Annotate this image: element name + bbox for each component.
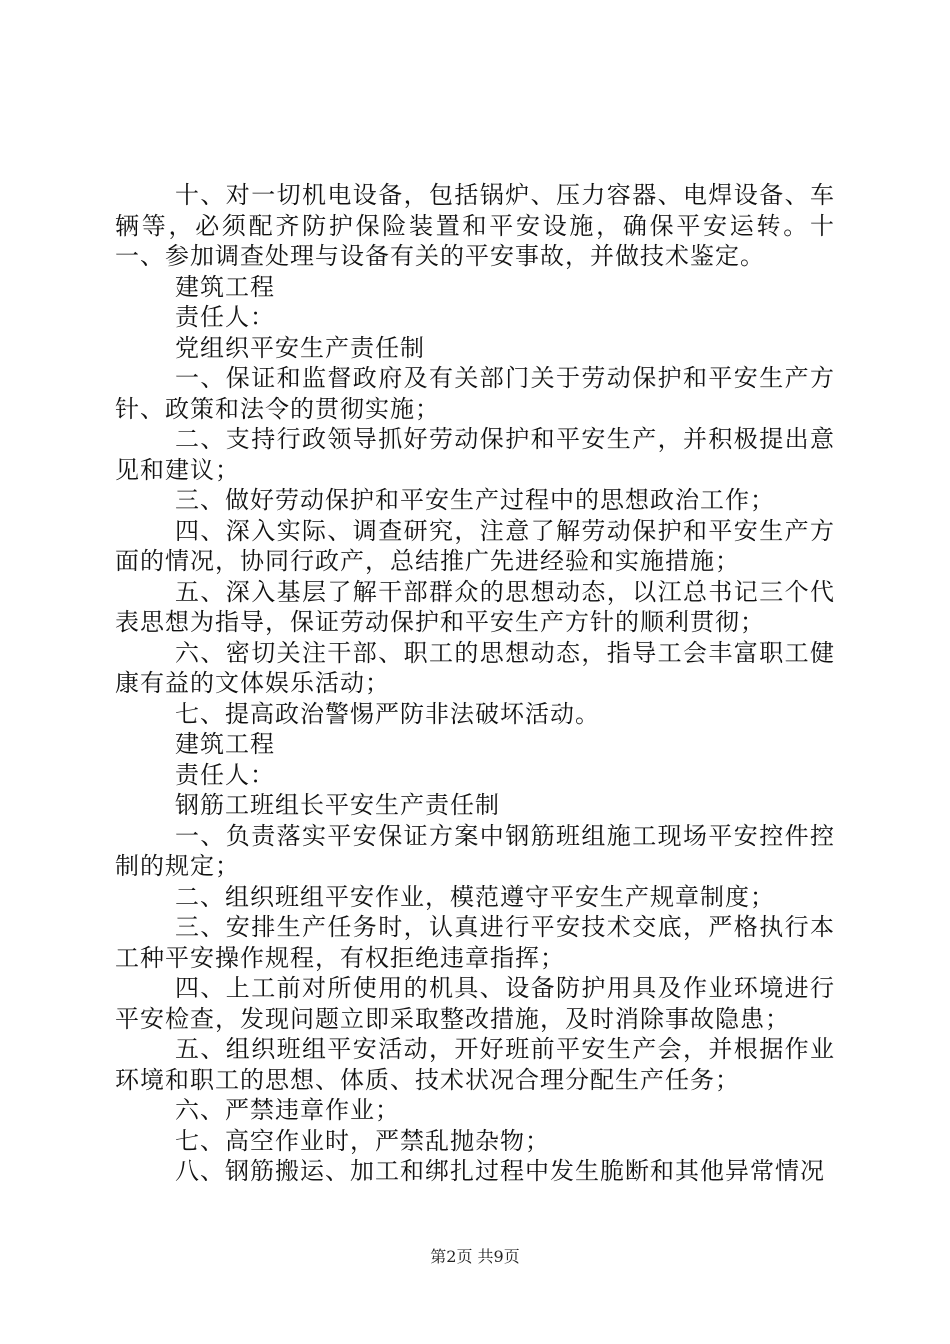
paragraph-item: 七、高空作业时，严禁乱抛杂物；: [175, 1126, 550, 1155]
paragraph-item: 三、做好劳动保护和平安生产过程中的思想政治工作；: [175, 486, 775, 514]
paragraph-item: 六、密切关注干部、职工的思想动态，指导工会丰富职工健康有益的文体娱乐活动；: [115, 638, 835, 697]
paragraph-item: 四、上工前对所使用的机具、设备防护用具及作业环境进行平安检查，发现问题立即采取整改措施，及时消除事故隐患；: [115, 974, 835, 1033]
section-title-rebar-team-leader: 钢筋工班组长平安生产责任制: [175, 791, 500, 819]
page-number-footer: 第2页 共9页: [430, 1247, 520, 1266]
paragraph-project-name: 建筑工程: [175, 272, 275, 301]
paragraph-item: 三、安排生产任务时，认真进行平安技术交底，严格执行本工种平安操作规程，有权拒绝违章指挥；: [115, 913, 835, 972]
paragraph-item: 六、严禁违章作业；: [175, 1096, 400, 1124]
document-body: [115, 180, 835, 1187]
paragraph-item: 七、提高政治警惕严防非法破坏活动。: [175, 699, 600, 728]
paragraph-item: 一、负责落实平安保证方案中钢筋班组施工现场平安控件控制的规定；: [115, 821, 835, 880]
paragraph-item: 八、钢筋搬运、加工和绑扎过程中发生脆断和其他异常情况: [175, 1157, 825, 1185]
paragraph-project-name: 建筑工程: [175, 730, 275, 758]
paragraph-item: 四、深入实际、调查研究，注意了解劳动保护和平安生产方面的情况，协同行政产，总结推广先进经验和实施措施；: [115, 516, 835, 575]
paragraph-item: 五、深入基层了解干部群众的思想动态，以江总书记三个代表思想为指导，保证劳动保护和平安生产方针的顺利贯彻；: [115, 577, 835, 636]
paragraph-responsible-person: 责任人：: [175, 760, 275, 789]
paragraph-item: 二、组织班组平安作业，模范遵守平安生产规章制度；: [175, 882, 775, 911]
section-title-party-responsibility: 党组织平安生产责任制: [175, 333, 425, 362]
paragraph-responsible-person: 责任人：: [175, 303, 275, 331]
paragraph-item: 五、组织班组平安活动，开好班前平安生产会，并根据作业环境和职工的思想、体质、技术状况合理分配生产任务；: [115, 1035, 835, 1094]
paragraph-item: 一、保证和监督政府及有关部门关于劳动保护和平安生产方针、政策和法令的贯彻实施；: [115, 364, 835, 423]
paragraph-equipment-safety: 十、对一切机电设备，包括锅炉、压力容器、电焊设备、车辆等，必须配齐防护保险装置和平安设施，确保平安运转。十一、参加调查处理与设备有关的平安事故，并做技术鉴定。: [115, 181, 835, 270]
paragraph-item: 二、支持行政领导抓好劳动保护和平安生产，并积极提出意见和建议；: [115, 425, 835, 484]
